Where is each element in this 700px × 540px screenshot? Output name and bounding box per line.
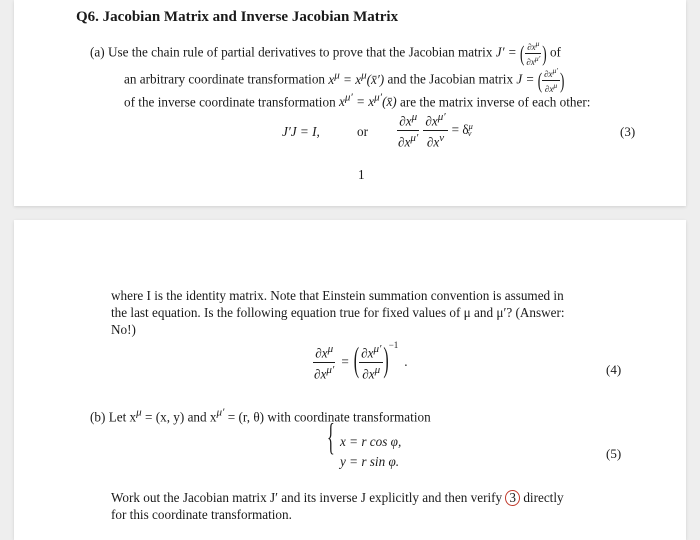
continuation-line-2: the last equation. Is the following equation true for fixed values of μ and μ′? (Answer: <box>111 305 565 320</box>
part-a-line-3-text-b: are the matrix inverse of each other: <box>400 94 591 110</box>
equation-3-or: or <box>357 124 368 139</box>
fraction-dx-muprime-dx-mu: $\frac{\partial x^{\mu'}}{\partial x^\mu}$ <box>544 66 558 94</box>
part-b-text-c: = (r, θ) with coordinate transformation <box>227 409 431 425</box>
part-b-text-a: Let x <box>108 409 137 425</box>
equation-reference-circle <box>505 490 520 506</box>
continuation-line-3: No!) <box>111 322 136 337</box>
equation-3-rhs: = δ <box>451 122 469 138</box>
fraction-dx-mu-dx-muprime: $\frac{\partial x^\mu}{\partial x^{\mu'}}$ <box>526 39 541 67</box>
final-line-1-end: directly <box>523 490 564 505</box>
part-a-line-2-text-a: an arbitrary coordinate transformation <box>124 71 326 87</box>
equation-3-left: J′J = I, <box>282 124 320 139</box>
page-number: 1 <box>358 167 365 182</box>
part-a-line-1-end: of <box>549 44 561 60</box>
equation-4: $\frac{\partial x^\mu}{\partial x^{\mu'}}$ = ( $\frac{\partial x^{\mu'}}{\partial x^\mu}$ ) −1 . <box>314 340 408 381</box>
equation-3-right: $\frac{\partial x^\mu}{\partial x^{\mu'}}$ $\frac{\partial x^{\mu'}}{\partial x^\nu}$ = δ $^\mu_\nu$ <box>398 111 473 149</box>
part-a-line-1: (a) Use the chain rule of partial derivatives to prove that the Jacobian matrix J′ = ( $\frac{\partial x^\mu}{\partial x^{\mu'}}$ ) of <box>90 39 561 67</box>
part-a-line-3: of the inverse coordinate transformation $x^{\mu'}$ = $x^{\mu'}(x̄)$ are the matrix inverse of each other: <box>124 92 591 110</box>
equation-5-line-2: y = r sin φ. <box>340 454 400 469</box>
final-line-1 <box>111 490 564 506</box>
question-title: Q6. Jacobian Matrix and Inverse Jacobian Matrix <box>76 9 399 25</box>
part-b-text-b: = (x, y) and x <box>144 409 217 425</box>
part-a-line-2: an arbitrary coordinate transformation $x^\mu$ = $x^\mu(x̄')$ and the Jacobian matrix J = ( $\frac{\partial x^{\mu'}}{\partial x^\mu}$ ) <box>124 66 565 94</box>
continuation-line-1: where I is the identity matrix. Note that Einstein summation convention is assumed in <box>111 288 564 303</box>
equation-3-number: (3) <box>620 124 636 139</box>
part-a-line-1-text: Use the chain rule of partial derivatives to prove that the Jacobian matrix <box>107 44 493 60</box>
equation-5-brace: { <box>327 418 335 460</box>
document-page-2 <box>14 220 686 540</box>
part-b-intro: (b) Let $x^\mu = (x$, y) and $x^{\mu'} = (r$, θ) with coordinate transformation <box>90 407 431 425</box>
part-b-label: (b) <box>90 409 106 425</box>
document-page-1 <box>14 0 686 206</box>
jacobian-j-prime: J′ = <box>495 44 517 60</box>
final-line-1-text: Work out the Jacobian matrix J′ and its inverse J explicitly and then verify <box>111 490 503 505</box>
final-line-2: for this coordinate transformation. <box>111 507 292 522</box>
equation-reference: 3 <box>509 490 517 505</box>
equation-5-number: (5) <box>606 446 622 461</box>
equation-5-line-1: x = r cos φ, <box>340 434 402 449</box>
equation-4-number: (4) <box>606 362 622 377</box>
part-a-line-3-text-a: of the inverse coordinate transformation <box>124 94 336 110</box>
part-a-label: (a) <box>90 44 105 60</box>
part-a-line-2-text-b: and the Jacobian matrix <box>387 71 514 87</box>
